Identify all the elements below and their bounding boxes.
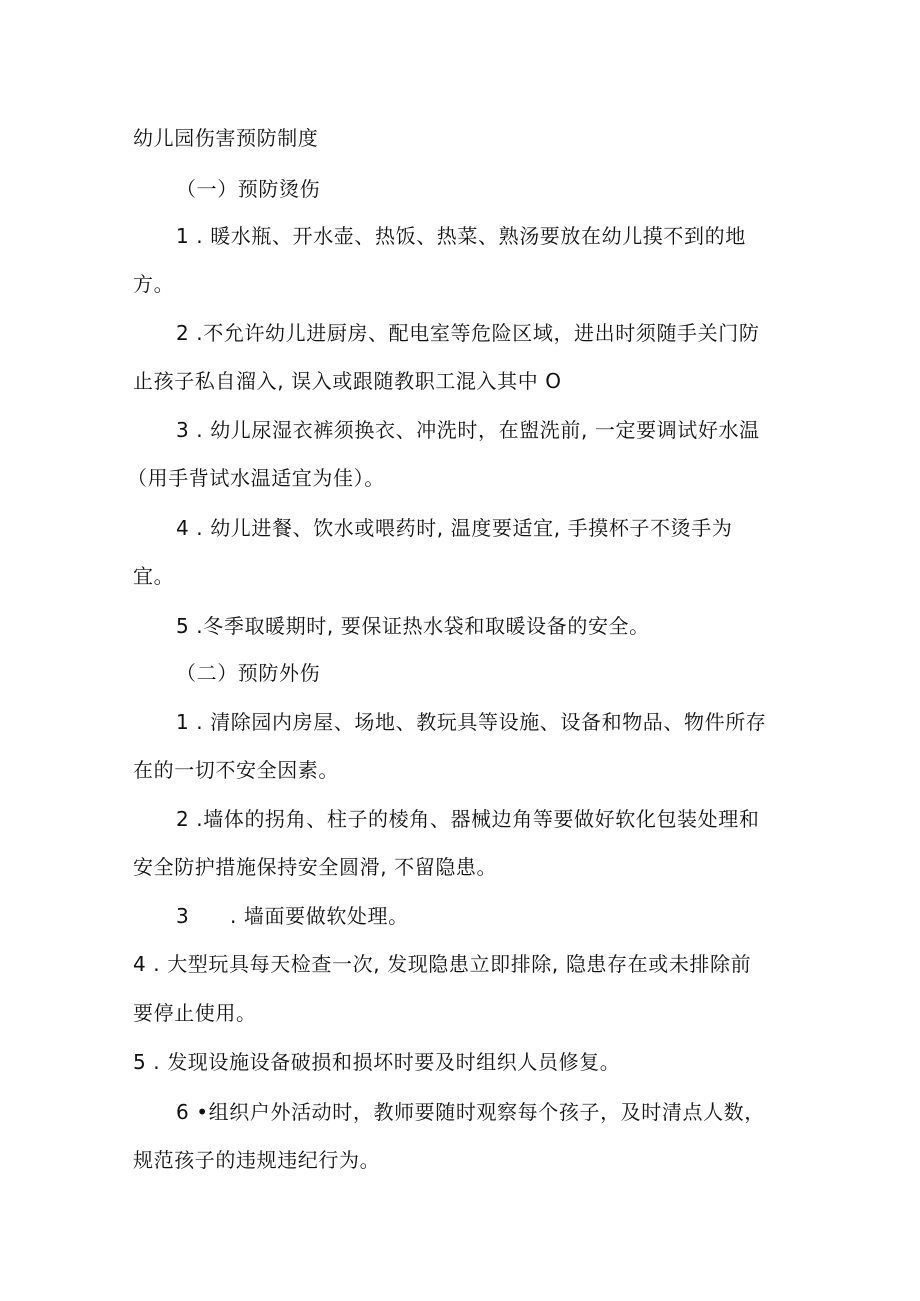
burns-item-3-line-2: （用手背试水温适宜为佳）。 <box>127 466 385 490</box>
injuries-item-1-line-2: 在的一切不安全因素。 <box>133 758 339 782</box>
injuries-item-6-line-2: 规范孩子的违规违纪行为。 <box>133 1148 381 1172</box>
injuries-item-4-line-1: 4 . 大型玩具每天检查一次, 发现隐患立即排除, 隐患存在或未排除前 <box>133 952 752 976</box>
burns-item-2-line-1: 2 .不允许幼儿进厨房、配电室等危险区域，进出时须随手关门防 <box>176 321 760 345</box>
injuries-item-5-line-1: 5 . 发现设施设备破损和损坏时要及时组织人员修复。 <box>133 1050 621 1074</box>
injuries-item-1-line-1: 1 . 清除园内房屋、场地、教玩具等设施、设备和物品、物件所存 <box>176 710 767 734</box>
burns-item-2-line-2: 止孩子私自溜入, 误入或跟随教职工混入其中 O <box>133 369 562 393</box>
injuries-item-2-line-2: 安全防护措施保持安全圆滑, 不留隐患。 <box>133 855 498 879</box>
injuries-item-6-line-1: 6 •组织户外活动时，教师要随时观察每个孩子，及时清点人数， <box>176 1100 765 1124</box>
injuries-item-4-line-2: 要停止使用。 <box>133 1001 257 1025</box>
section-heading-burns: （一）预防烫伤 <box>176 177 321 201</box>
burns-item-3-line-1: 3 . 幼儿尿湿衣裤须换衣、冲洗时，在盥洗前, 一定要调试好水温 <box>176 418 760 442</box>
section-heading-injuries: （二）预防外伤 <box>176 661 321 685</box>
injuries-item-3-text: . 墙面要做软处理。 <box>230 904 409 928</box>
burns-item-1-line-1: 1 . 暖水瓶、开水壶、热饭、热菜、熟汤要放在幼儿摸不到的地 <box>176 224 746 248</box>
burns-item-4-line-1: 4 . 幼儿进餐、饮水或喂药时, 温度要适宜, 手摸杯子不烫手为 <box>176 516 733 540</box>
document-title: 幼儿园伤害预防制度 <box>133 126 319 150</box>
injuries-item-2-line-1: 2 .墙体的拐角、柱子的棱角、器械边角等要做好软化包装处理和 <box>176 807 760 831</box>
burns-item-5-line-1: 5 .冬季取暖期时, 要保证热水袋和取暖设备的安全。 <box>176 614 650 638</box>
burns-item-1-line-2: 方。 <box>133 272 175 296</box>
burns-item-4-line-2: 宜。 <box>133 564 175 588</box>
injuries-item-3-number: 3 <box>176 904 190 928</box>
